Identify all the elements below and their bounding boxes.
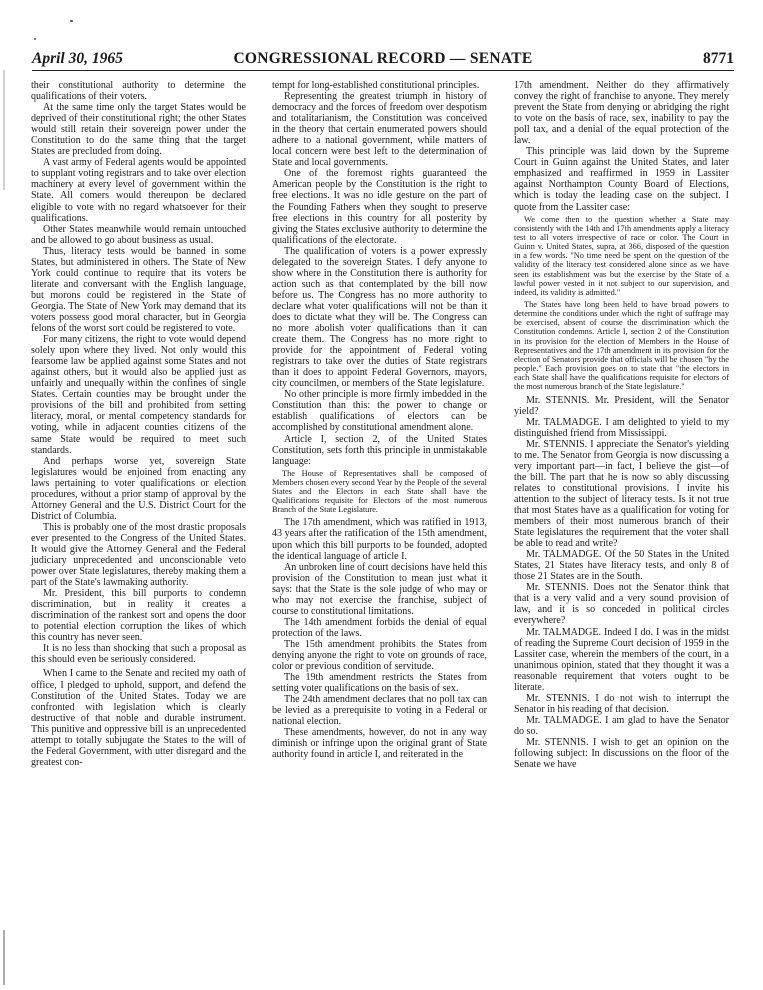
paragraph: Mr. TALMADGE. I am glad to have the Senator do so.	[514, 714, 729, 737]
paragraph: The qualification of voters is a power expressly delegated to the sovereign States. I defy anyone to show where in the Constitution there is authority for action such as that contemplated by the bill now before us. The Congress has no more authority to declare what voter qualifications will not be than it does to dictate what they will be. The Congress can no more abolish voter qualifications than it can create them. The Congress has no more right to provide for the appointment of Federal voting registrars to take over the duties of State registrars than it does to appoint Federal Governors, mayors, city councilmen, or members of the State legislature.	[272, 245, 487, 390]
paragraph: The 17th amendment, which was ratified in 1913, 43 years after the ratification of the 15th amendment, upon which this bill purports to be founded, adopted the identical language of article I.	[272, 517, 487, 562]
text-column-3	[514, 80, 729, 770]
paragraph: Mr. STENNIS. Does not the Senator think that that is a very valid and a very sound provision of law, and it is so conceded in political circles everywhere?	[514, 582, 729, 627]
paragraph: Mr. President, this bill purports to condemn discrimination, but in reality it creates a discrimination of the rankest sort and opens the door to potential election corruption the likes of which this country has never seen.	[31, 588, 246, 644]
scan-speck	[70, 20, 73, 22]
paragraph: Mr. STENNIS. I wish to get an opinion on the following subject: In discussions on the floor of the Senate we have	[514, 736, 729, 771]
paragraph: When I came to the Senate and recited my oath of office, I pledged to uphold, support, and defend the Constitution of the United States. Today we are confronted with legislation which is clearly destructive of that noble and durable instrument. This punitive and oppressive bill is an unprecedented attempt to totally subjugate the States to the will of the Federal Government, with utter disregard and the greatest con-	[31, 668, 246, 768]
paragraph: their constitutional authority to determine the qualifications of their voters.	[31, 80, 246, 103]
text-column-2	[272, 80, 487, 760]
paragraph: These amendments, however, do not in any way diminish or infringe upon the original grant of State authority found in article I, and reiterated in the	[272, 727, 487, 761]
paragraph: And perhaps worse yet, sovereign State legislatures would be enjoined from enacting any laws pertaining to voter qualifications or election procedures, without a prior stamp of approval by the Attorney General and the U.S. District Court for the District of Columbia.	[31, 455, 246, 522]
block-quote: The States have long been held to have broad powers to determine the conditions under which the right of suffrage may be exercised, absent of course the discrimination which the Constitution condemns. Article I, section 2 of the Constitution in its provision for the election of Members in the House of Representatives and the 17th amendment in its provision for the election of Senators provide that officials will be chosen "by the people." Each provision goes on to state that "the electors in each State shall have the qualifications requisite for electors of the most numerous branch of the State legislature."	[514, 299, 729, 392]
page-header	[32, 50, 734, 71]
paragraph: At the same time only the target States would be deprived of their constitutional right; the other States would still retain their sovereign power under the Constitution to do the same thing that the target States are precluded from doing.	[31, 102, 246, 158]
paragraph: Other States meanwhile would remain untouched and be allowed to go about business as usual.	[31, 223, 246, 246]
paragraph: For many citizens, the right to vote would depend solely upon where they lived. Not only would this fearsome law be applied against some States and not against others, but it would also be applied just as unfairly and unequally within the confines of single States. Certain counties may be brought under the provisions of the bill and prohibited from setting literacy, moral, or mental competency standards for voting, while in adjacent counties citizens of the same State would be required to meet such standards.	[31, 334, 246, 456]
scan-speck	[34, 38, 36, 40]
paragraph: This principle was laid down by the Supreme Court in Guinn against the United States, and later emphasized and reaffirmed in 1959 in Lassiter against Northampton County Board of Elections, which is today the leading case on the subject. I quote from the Lassiter case:	[514, 146, 729, 213]
paragraph: Mr. STENNIS. Mr. President, will the Senator yield?	[514, 394, 729, 417]
text-column-1	[31, 80, 246, 768]
block-quote: The House of Representatives shall be composed of Members chosen every second Year by the People of the several States and the Electors in each State shall have the Qualifications requisite for Electors of the most numerous Branch of the State Legislature.	[272, 468, 487, 515]
paragraph: Mr. STENNIS. I do not wish to interrupt the Senator in his reading of that decision.	[514, 692, 729, 715]
paragraph: No other principle is more firmly imbedded in the Constitution than this: the power to change or establish qualifications of electors can be accomplished by constitutional amendment alone.	[272, 389, 487, 434]
paragraph: It is no less than shocking that such a proposal as this should even be seriously considered.	[31, 643, 246, 666]
paragraph: A vast army of Federal agents would be appointed to supplant voting registrars and to take over election machinery at every level of government within the State. All comers would thereupon be declared eligible to vote with no regard whatsoever for their qualifications.	[31, 157, 246, 224]
issue-date: April 30, 1965	[32, 50, 123, 67]
paragraph: One of the foremost rights guaranteed the American people by the Constitution is the right to free elections. It was no idle gesture on the part of the Founding Fathers when they sought to preserve free elections in this country for all posterity by giving the States exclusive authority to determine the qualifications of the electorate.	[272, 168, 487, 246]
paragraph: The 19th amendment restricts the States from setting voter qualifications on the basis of sex.	[272, 672, 487, 695]
paragraph: The 14th amendment forbids the denial of equal protection of the laws.	[272, 616, 487, 639]
paragraph: 17th amendment. Neither do they affirmatively convey the right of franchise to anyone. They merely prevent the State from denying or abridging the right to vote on the basis of race, sex, inability to pay the poll tax, and a denial of the equal protection of the law.	[514, 80, 729, 147]
publication-title: CONGRESSIONAL RECORD — SENATE	[233, 50, 533, 67]
paragraph: Mr. STENNIS. I appreciate the Senator's yielding to me. The Senator from Georgia is now discussing a very important part—in fact, I believe the gist—of the bill. The part that he is now so ably discussing relates to constitutional provisions. I invite his attention to the subject of literacy tests. Is it not true that most States have as a qualification for voting for members of their most numerous branch of their State legislatures the requirement that the voter shall be able to read and write?	[514, 438, 729, 550]
paragraph: Mr. TALMADGE. Of the 50 States in the United States, 21 States have literacy tests, and only 8 of those 21 States are in the South.	[514, 549, 729, 583]
scan-edge-mark	[3, 930, 5, 985]
paragraph: The 15th amendment prohibits the States from denying anyone the right to vote on grounds of race, color or previous condition of servitude.	[272, 638, 487, 673]
paragraph: Representing the greatest triumph in history of democracy and the forces of freedom over despotism and totalitarianism, the Constitution was conceived in the theory that certain enumerated powers should adhere to a national government, while matters of local concern were best left to the determination of State and local governments.	[272, 91, 487, 169]
paragraph: The 24th amendment declares that no poll tax can be levied as a prerequisite to voting in a Federal or national election.	[272, 694, 487, 728]
paragraph: This is probably one of the most drastic proposals ever presented to the Congress of the United States. It would give the Attorney General and the Federal judiciary unprecedented and unconscionable veto power over State legislatures, thereby making them a part of the State's lawmaking authority.	[31, 521, 246, 589]
paragraph: Mr. TALMADGE. Indeed I do. I was in the midst of reading the Supreme Court decision of 1959 in the Lassiter case, wherein the members of the court, in a unanimous opinion, stated that they thought it was a reasonable requirement that voters ought to be literate.	[514, 626, 729, 693]
paragraph: tempt for long-established constitutional principles.	[272, 80, 480, 91]
scan-edge-mark	[3, 70, 5, 190]
paragraph: An unbroken line of court decisions have held this provision of the Constitution to mean just what it says: that the State is the sole judge of who may or who may not exercise the franchise, subject of course to constitutional limitations.	[272, 561, 487, 617]
paragraph: Mr. TALMADGE. I am delighted to yield to my distinguished friend from Mississippi.	[514, 416, 729, 439]
block-quote: We come then to the question whether a State may consistently with the 14th and 17th amendments apply a literacy test to all voters irrespective of race or color. The Court in Guinn v. United States, supra, at 366, disposed of the question in a few words. "No time need be spent on the question of the validity of the literacy test considered alone since as we have seen its establishment was but the exercise by the State of a lawful power vested in it not subject to our supervision, and indeed, its validity is admitted."	[514, 214, 729, 297]
paragraph: Thus, literacy tests would be banned in some States, but administered in others. The State of New York could continue to require that its voters be literate and conversant with the English language, but morons could be registered in the State of Georgia. The State of New York may demand that its voters possess good moral character, but in Georgia felons of the worst sort could be registered to vote.	[31, 245, 246, 335]
paragraph: Article I, section 2, of the United States Constitution, sets forth this principle in unmistakable language:	[272, 433, 487, 467]
page-number: 8771	[703, 50, 734, 67]
